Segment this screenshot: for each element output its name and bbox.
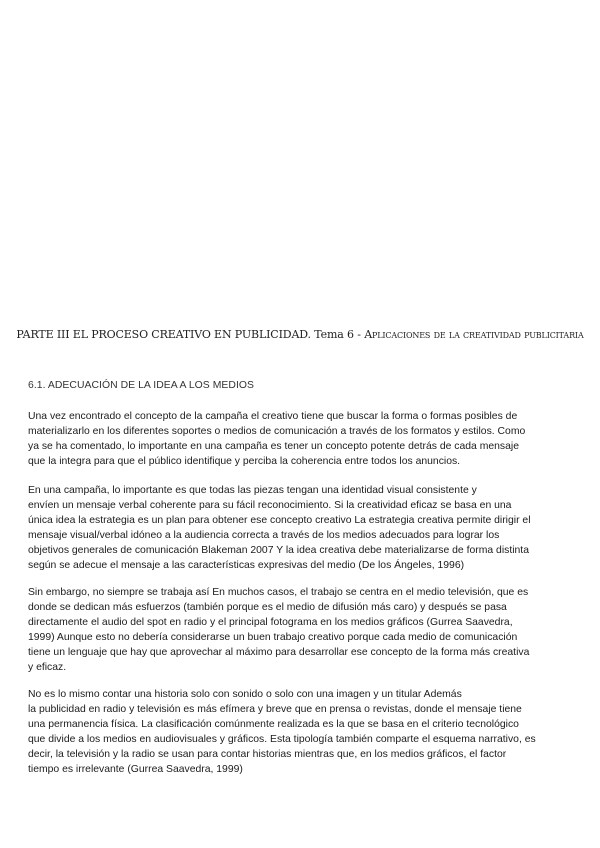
paragraph-3 [28, 585, 574, 676]
header-part: PARTE III EL PROCESO CREATIVO EN PUBLICIDAD. Tema 6 - [16, 328, 365, 341]
text-line: envíen un mensaje verbal coherente para su fácil reconocimiento. Si la creatividad eficaz se basa en una [28, 500, 512, 512]
text-line: donde se dedican más esfuerzos (también porque es el medio de difusión más caro) y después se pasa [28, 602, 507, 614]
text-line: decir, la televisión y la radio se usan para contar historias mientras que, en los medios gráficos, el factor [28, 749, 507, 761]
text-line: según se adecue el mensaje a las características expresivas del medio (De los Ángeles, 1996) [28, 560, 465, 572]
text-line: mensaje visual/verbal idóneo a la audiencia correcta a través de los medios adecuados para lograr los [28, 530, 500, 542]
text-line: ya se ha comentado, lo importante en una campaña es tener un concepto potente detrás de cada mensaje [28, 441, 519, 453]
text-line: que divide a los medios en audiovisuales y gráficos. Esta tipología también comparte el esquema narrativo, es [28, 734, 536, 746]
text-line: y eficaz. [28, 662, 67, 674]
text-line: objetivos generales de comunicación Blakeman 2007 Y la idea creativa debe materializarse de forma distinta [28, 545, 529, 557]
text-line: directamente el audio del spot en radio y el principal fotograma en los medios gráficos (Gurrea Saavedra, [28, 617, 513, 629]
text-line: que la integra para que el público identifique y perciba la coherencia entre todos los anuncios. [28, 456, 461, 468]
page-header [0, 328, 600, 341]
text-line: En una campaña, lo importante es que todas las piezas tengan una identidad visual consistente y [28, 485, 477, 496]
text-line: la publicidad en radio y televisión es más efímera y breve que en prensa o revistas, donde el mensaje tiene [28, 704, 522, 716]
text-line: 1999) Aunque esto no debería considerarse un buen trabajo creativo porque cada medio de comunicación [28, 632, 518, 644]
paragraph-1 [28, 409, 574, 469]
section-title: 6.1. ADECUACIÓN DE LA IDEA A LOS MEDIOS [28, 380, 255, 391]
paragraph-4 [28, 687, 574, 778]
text-line: No es lo mismo contar una historia solo con sonido o solo con una imagen y un titular Además [28, 689, 462, 700]
header-topic: Aplicaciones de la creatividad publicitaria [364, 328, 584, 341]
text-line: Sin embargo, no siempre se trabaja así En muchos casos, el trabajo se centra en el medio televisión, que es [28, 587, 529, 598]
text-line: tiene un lenguaje que hay que aprovechar al máximo para desarrollar ese concepto de la forma más creativa [28, 647, 530, 659]
text-line: única idea la estrategia es un plan para obtener ese concepto creativo La estrategia creativa permite dirigir el [28, 515, 531, 527]
text-line: Una vez encontrado el concepto de la campaña el creativo tiene que buscar la forma o formas posibles de [28, 411, 518, 422]
text-line: materializarlo en los diferentes soportes o medios de comunicación a través de los formatos y estilos. Como [28, 426, 526, 438]
text-line: una permanencia física. La clasificación comúnmente realizada es la que se basa en el criterio tecnológico [28, 719, 519, 731]
paragraph-2 [28, 483, 574, 574]
text-line: tiempo es irrelevante (Gurrea Saavedra, 1999) [28, 764, 243, 776]
